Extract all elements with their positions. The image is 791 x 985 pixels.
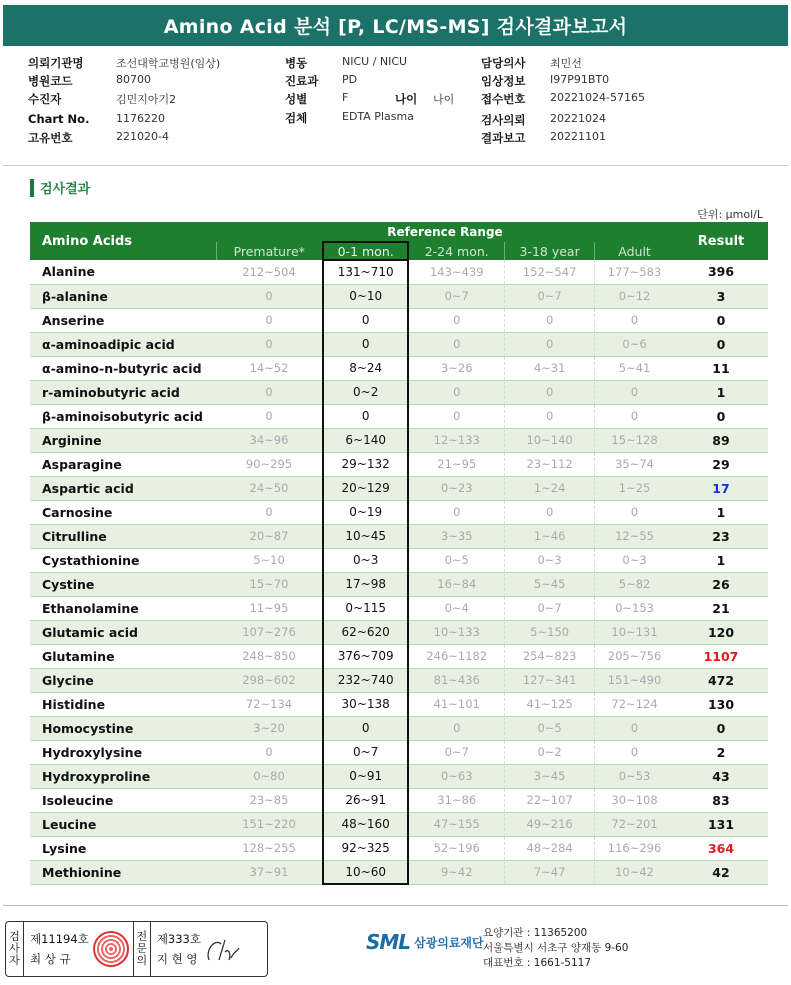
table-row	[30, 284, 768, 308]
range-value: 0~5	[505, 716, 595, 740]
range-value: 0~7	[323, 740, 408, 764]
range-value: 72~124	[595, 692, 674, 716]
range-value: 92~325	[323, 836, 408, 860]
range-value: 14~52	[216, 356, 323, 380]
result-value: 17	[674, 476, 768, 500]
range-value: 10~140	[505, 428, 595, 452]
tester-number: 제11194호	[30, 932, 89, 946]
expert-label	[133, 922, 151, 976]
result-value: 11	[674, 356, 768, 380]
result-value: 472	[674, 668, 768, 692]
table-row	[30, 764, 768, 788]
range-value: 127~341	[505, 668, 595, 692]
range-value: 0	[323, 308, 408, 332]
range-value: 5~150	[505, 620, 595, 644]
range-value: 0	[216, 740, 323, 764]
results-table	[30, 222, 768, 885]
range-value: 0	[595, 716, 674, 740]
info2-1-label: 진료과	[285, 74, 319, 88]
range-value: 0	[408, 308, 504, 332]
amino-acid-name: α-amino-n-butyric acid	[30, 356, 216, 380]
amino-acid-name: Methionine	[30, 860, 216, 884]
logo-name: 삼광의료재단	[414, 935, 484, 950]
table-row	[30, 356, 768, 380]
info1-1-value: 80700	[116, 73, 151, 86]
result-value: 89	[674, 428, 768, 452]
amino-acid-name: r-aminobutyric acid	[30, 380, 216, 404]
result-value: 2	[674, 740, 768, 764]
result-value: 0	[674, 716, 768, 740]
info1-1-label: 병원코드	[28, 74, 73, 88]
range-value: 0	[595, 404, 674, 428]
range-value: 0	[595, 308, 674, 332]
range-value: 177~583	[595, 260, 674, 284]
range-value: 26~91	[323, 788, 408, 812]
range-value: 10~45	[323, 524, 408, 548]
expert-info	[151, 922, 201, 976]
result-value: 120	[674, 620, 768, 644]
table-row	[30, 644, 768, 668]
result-value: 396	[674, 260, 768, 284]
range-value: 0~12	[595, 284, 674, 308]
table-row	[30, 260, 768, 284]
range-value: 0	[505, 404, 595, 428]
header-result: Result	[674, 222, 768, 260]
signature-icon	[201, 930, 241, 970]
range-value: 0	[216, 500, 323, 524]
range-value: 151~490	[595, 668, 674, 692]
info1-0-label: 의뢰기관명	[28, 56, 84, 70]
range-value: 10~131	[595, 620, 674, 644]
table-row	[30, 476, 768, 500]
org-line: 요양기관 : 11365200	[483, 927, 588, 939]
range-header-4: Adult	[595, 242, 674, 260]
info2-0-label: 병동	[285, 56, 308, 70]
range-value: 152~547	[505, 260, 595, 284]
report-title: Amino Acid 분석 [P, LC/MS-MS] 검사결과보고서	[3, 5, 788, 46]
range-value: 254~823	[505, 644, 595, 668]
range-value: 0	[216, 332, 323, 356]
range-value: 212~504	[216, 260, 323, 284]
range-value: 0	[505, 308, 595, 332]
age-row	[395, 91, 454, 107]
amino-acid-name: Asparagine	[30, 452, 216, 476]
range-value: 3~26	[408, 356, 504, 380]
range-value: 0	[216, 404, 323, 428]
expert-number: 제333호	[156, 932, 201, 946]
result-value: 42	[674, 860, 768, 884]
table-row	[30, 452, 768, 476]
range-value: 24~50	[216, 476, 323, 500]
table-row	[30, 596, 768, 620]
range-value: 0~115	[323, 596, 408, 620]
range-value: 1~46	[505, 524, 595, 548]
range-value: 10~133	[408, 620, 504, 644]
expert-name: 지 현 영	[156, 952, 198, 966]
amino-acid-name: Glutamic acid	[30, 620, 216, 644]
range-value: 12~133	[408, 428, 504, 452]
range-value: 0~80	[216, 764, 323, 788]
info2-1-row	[285, 73, 357, 89]
info2-2-label: 성별	[285, 92, 308, 106]
info3-0-row	[481, 55, 582, 71]
result-value: 1107	[674, 644, 768, 668]
range-value: 298~602	[216, 668, 323, 692]
range-value: 0~91	[323, 764, 408, 788]
range-value: 232~740	[323, 668, 408, 692]
range-value: 0	[216, 380, 323, 404]
info1-3-value: 1176220	[116, 112, 165, 125]
amino-acid-name: Cystathionine	[30, 548, 216, 572]
amino-acid-name: Carnosine	[30, 500, 216, 524]
info2-3-label: 검체	[285, 111, 308, 125]
range-value: 0~23	[408, 476, 504, 500]
range-value: 0~10	[323, 284, 408, 308]
range-value: 4~31	[505, 356, 595, 380]
info2-2-value: F	[342, 91, 349, 104]
result-value: 0	[674, 404, 768, 428]
range-header-0: Premature*	[216, 242, 323, 260]
info3-4-label: 결과보고	[481, 131, 526, 145]
range-value: 0	[408, 380, 504, 404]
footer-divider	[3, 905, 788, 906]
range-value: 0~6	[595, 332, 674, 356]
info3-2-label: 접수번호	[481, 92, 526, 106]
range-value: 0	[505, 500, 595, 524]
range-value: 0	[216, 284, 323, 308]
amino-acid-name: Hydroxyproline	[30, 764, 216, 788]
label-char: 자	[9, 954, 20, 967]
result-value: 0	[674, 332, 768, 356]
range-value: 10~60	[323, 860, 408, 884]
table-row	[30, 332, 768, 356]
range-value: 248~850	[216, 644, 323, 668]
range-value: 3~35	[408, 524, 504, 548]
info3-0-label: 담당의사	[481, 56, 526, 70]
range-value: 116~296	[595, 836, 674, 860]
range-value: 47~155	[408, 812, 504, 836]
info2-3-value: EDTA Plasma	[342, 110, 414, 123]
range-value: 3~20	[216, 716, 323, 740]
amino-acid-name: Isoleucine	[30, 788, 216, 812]
range-value: 3~45	[505, 764, 595, 788]
result-value: 26	[674, 572, 768, 596]
range-value: 0~3	[505, 548, 595, 572]
info2-1-value: PD	[342, 73, 358, 86]
range-value: 62~620	[323, 620, 408, 644]
info2-2-row	[285, 91, 348, 107]
range-value: 0	[408, 332, 504, 356]
range-value: 21~95	[408, 452, 504, 476]
range-value: 0	[323, 404, 408, 428]
info1-3-row	[28, 112, 165, 126]
result-value: 23	[674, 524, 768, 548]
range-value: 10~42	[595, 860, 674, 884]
range-value: 0~7	[505, 596, 595, 620]
range-value: 5~10	[216, 548, 323, 572]
section-title: 검사결과	[40, 182, 91, 197]
amino-acid-name: Aspartic acid	[30, 476, 216, 500]
header-reference-range: Reference Range	[216, 222, 674, 242]
range-value: 0~4	[408, 596, 504, 620]
table-row	[30, 428, 768, 452]
range-value: 107~276	[216, 620, 323, 644]
table-row	[30, 404, 768, 428]
amino-acid-name: Alanine	[30, 260, 216, 284]
info3-2-row	[481, 91, 645, 107]
range-value: 17~98	[323, 572, 408, 596]
table-row	[30, 572, 768, 596]
label-char: 문	[136, 942, 148, 955]
range-value: 31~86	[408, 788, 504, 812]
range-value: 16~84	[408, 572, 504, 596]
label-char: 검	[9, 930, 20, 943]
range-header-1: 0-1 mon.	[323, 242, 408, 260]
range-value: 1~25	[595, 476, 674, 500]
tester-label	[6, 922, 24, 976]
range-value: 0~3	[595, 548, 674, 572]
table-row	[30, 812, 768, 836]
sml-logo	[366, 930, 484, 954]
info1-4-value: 221020-4	[116, 130, 169, 143]
range-value: 35~74	[595, 452, 674, 476]
range-value: 0~7	[408, 284, 504, 308]
age-value: 나이	[433, 93, 455, 106]
range-header-2: 2-24 mon.	[408, 242, 504, 260]
tester-info	[24, 922, 89, 976]
range-value: 90~295	[216, 452, 323, 476]
range-value: 0~2	[505, 740, 595, 764]
org-line: 서울특별시 서초구 양재동 9-60	[483, 942, 629, 954]
table-row	[30, 620, 768, 644]
range-value: 0	[323, 716, 408, 740]
label-char: 전	[136, 930, 148, 943]
range-value: 15~70	[216, 572, 323, 596]
result-value: 1	[674, 500, 768, 524]
result-value: 364	[674, 836, 768, 860]
table-row	[30, 716, 768, 740]
table-row	[30, 740, 768, 764]
range-value: 5~82	[595, 572, 674, 596]
range-value: 41~101	[408, 692, 504, 716]
result-value: 21	[674, 596, 768, 620]
logo-mark: SML	[366, 930, 411, 954]
range-value: 0~19	[323, 500, 408, 524]
range-value: 0	[595, 500, 674, 524]
amino-acid-name: Leucine	[30, 812, 216, 836]
range-value: 52~196	[408, 836, 504, 860]
range-value: 0~63	[408, 764, 504, 788]
org-line: 대표번호 : 1661-5117	[483, 957, 592, 969]
info1-3-label: Chart No.	[28, 112, 90, 126]
range-value: 48~160	[323, 812, 408, 836]
range-value: 376~709	[323, 644, 408, 668]
range-value: 30~138	[323, 692, 408, 716]
range-value: 20~129	[323, 476, 408, 500]
result-value: 1	[674, 548, 768, 572]
table-row	[30, 860, 768, 884]
info3-0-value: 최민선	[550, 57, 582, 70]
info1-2-label: 수진자	[28, 92, 62, 106]
result-value: 130	[674, 692, 768, 716]
range-value: 72~134	[216, 692, 323, 716]
amino-acid-name: β-alanine	[30, 284, 216, 308]
range-value: 23~112	[505, 452, 595, 476]
info3-3-value: 20221024	[550, 112, 606, 125]
table-row	[30, 308, 768, 332]
range-value: 128~255	[216, 836, 323, 860]
range-value: 22~107	[505, 788, 595, 812]
range-value: 15~128	[595, 428, 674, 452]
divider	[3, 165, 788, 166]
amino-acid-name: Hydroxylysine	[30, 740, 216, 764]
range-value: 0	[216, 308, 323, 332]
range-value: 0	[505, 332, 595, 356]
section-marker	[30, 179, 34, 197]
info1-0-value: 조선대학교병원(임상)	[116, 57, 221, 70]
info3-4-value: 20221101	[550, 130, 606, 143]
label-char: 의	[136, 954, 148, 967]
range-value: 0~3	[323, 548, 408, 572]
result-value: 43	[674, 764, 768, 788]
range-value: 0~5	[408, 548, 504, 572]
range-value: 5~45	[505, 572, 595, 596]
range-value: 37~91	[216, 860, 323, 884]
range-value: 12~55	[595, 524, 674, 548]
info3-3-label: 검사의뢰	[481, 113, 526, 127]
range-value: 0	[505, 380, 595, 404]
section-header	[30, 178, 90, 197]
table-row	[30, 524, 768, 548]
result-value: 0	[674, 308, 768, 332]
range-value: 151~220	[216, 812, 323, 836]
info1-2-row	[28, 91, 176, 107]
info3-1-value: I97P91BT0	[550, 73, 610, 86]
range-value: 1~24	[505, 476, 595, 500]
signature-box	[5, 921, 268, 977]
table-row	[30, 548, 768, 572]
range-value: 0	[408, 716, 504, 740]
header-amino-acids: Amino Acids	[30, 222, 216, 260]
info1-0-row	[28, 55, 220, 71]
range-value: 131~710	[323, 260, 408, 284]
amino-acid-name: Cystine	[30, 572, 216, 596]
range-value: 6~140	[323, 428, 408, 452]
info2-0-value: NICU / NICU	[342, 55, 408, 68]
range-value: 0	[408, 500, 504, 524]
table-row	[30, 692, 768, 716]
table-row	[30, 380, 768, 404]
amino-acid-name: Anserine	[30, 308, 216, 332]
range-value: 0~2	[323, 380, 408, 404]
info3-2-value: 20221024-57165	[550, 91, 645, 104]
range-value: 8~24	[323, 356, 408, 380]
tester-name: 최 상 규	[30, 952, 71, 966]
org-info	[483, 926, 628, 971]
range-header-3: 3-18 year	[505, 242, 595, 260]
table-row	[30, 500, 768, 524]
range-value: 0~153	[595, 596, 674, 620]
amino-acid-name: Arginine	[30, 428, 216, 452]
range-value: 49~216	[505, 812, 595, 836]
range-value: 41~125	[505, 692, 595, 716]
range-value: 34~96	[216, 428, 323, 452]
range-value: 5~41	[595, 356, 674, 380]
info1-4-label: 고유번호	[28, 131, 73, 145]
age-label: 나이	[395, 92, 418, 106]
info1-2-value: 김민지아기2	[116, 93, 177, 106]
range-value: 0~7	[505, 284, 595, 308]
amino-acid-name: Histidine	[30, 692, 216, 716]
info3-1-label: 임상정보	[481, 74, 526, 88]
range-value: 9~42	[408, 860, 504, 884]
range-value: 20~87	[216, 524, 323, 548]
table-row	[30, 788, 768, 812]
result-value: 3	[674, 284, 768, 308]
range-value: 23~85	[216, 788, 323, 812]
range-value: 0	[595, 740, 674, 764]
amino-acid-name: Glycine	[30, 668, 216, 692]
range-value: 0~7	[408, 740, 504, 764]
info3-4-row	[481, 130, 606, 146]
amino-acid-name: α-aminoadipic acid	[30, 332, 216, 356]
amino-acid-name: Homocystine	[30, 716, 216, 740]
seal-stamp	[93, 931, 129, 967]
range-value: 0	[408, 404, 504, 428]
range-value: 72~201	[595, 812, 674, 836]
info3-3-row	[481, 112, 606, 128]
table-row	[30, 668, 768, 692]
range-value: 29~132	[323, 452, 408, 476]
range-value: 7~47	[505, 860, 595, 884]
range-value: 205~756	[595, 644, 674, 668]
amino-acid-name: β-aminoisobutyric acid	[30, 404, 216, 428]
result-value: 83	[674, 788, 768, 812]
info3-1-row	[481, 73, 609, 89]
info1-1-row	[28, 73, 151, 89]
info1-4-row	[28, 130, 169, 146]
range-value: 0~53	[595, 764, 674, 788]
amino-acid-name: Citrulline	[30, 524, 216, 548]
label-char: 사	[9, 942, 20, 955]
result-value: 1	[674, 380, 768, 404]
range-value: 246~1182	[408, 644, 504, 668]
range-value: 0	[595, 380, 674, 404]
unit-label: 단위: μmol/L	[697, 208, 763, 221]
range-value: 0	[323, 332, 408, 356]
range-value: 81~436	[408, 668, 504, 692]
amino-acid-name: Glutamine	[30, 644, 216, 668]
info2-3-row	[285, 110, 414, 126]
range-value: 30~108	[595, 788, 674, 812]
amino-acid-name: Lysine	[30, 836, 216, 860]
result-value: 131	[674, 812, 768, 836]
amino-acid-name: Ethanolamine	[30, 596, 216, 620]
range-value: 11~95	[216, 596, 323, 620]
table-row	[30, 836, 768, 860]
result-value: 29	[674, 452, 768, 476]
range-value: 48~284	[505, 836, 595, 860]
range-value: 143~439	[408, 260, 504, 284]
info2-0-row	[285, 55, 407, 71]
